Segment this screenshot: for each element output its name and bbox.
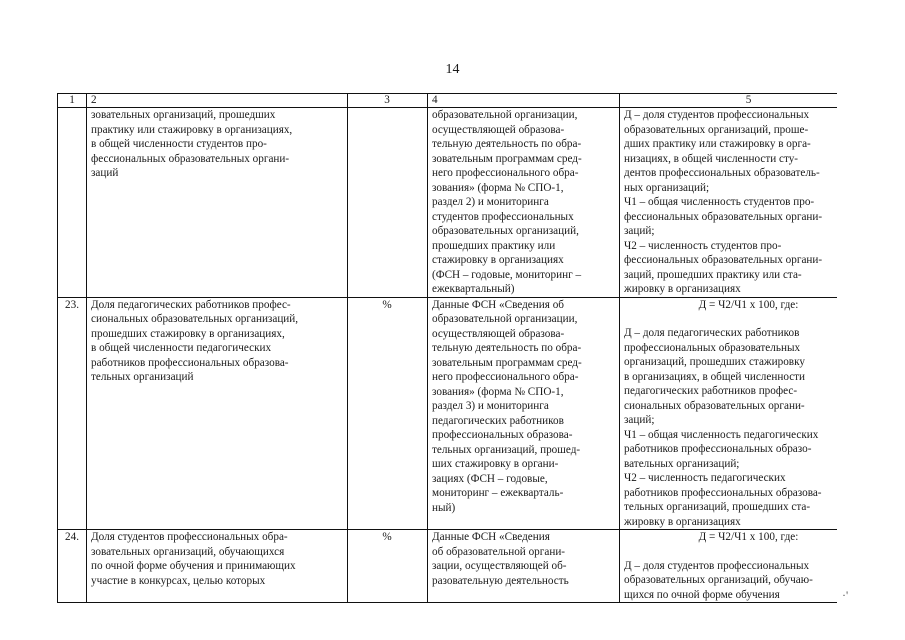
table-viewport <box>57 93 837 640</box>
unit: % <box>348 530 428 603</box>
column-header: 2 <box>87 94 348 108</box>
table-row <box>58 108 838 298</box>
column-number-row <box>58 94 838 108</box>
row-number: 24. <box>58 530 87 603</box>
table-row <box>58 297 838 530</box>
data-source: образовательной организации, осуществляющей образова- тельную деятельность по обра- зовательным программам сред- него профессионального обра- зования» (форма № СПО-1, раздел 2) и мониторинга студентов профессиональных образовательных организаций, прошедших практику или стажировку в организациях (ФСН – годовые, мониторинг – ежеквартальный) <box>428 108 620 298</box>
row-number: 23. <box>58 297 87 530</box>
unit: % <box>348 297 428 530</box>
formula: Д = Ч2/Ч1 х 100, где: <box>698 298 799 311</box>
data-source: Данные ФСН «Сведения об образовательной органи- зации, осуществляющей об- разовательную деятельность <box>428 530 620 603</box>
indicator-name: Доля студентов профессиональных обра- зовательных организаций, обучающихся по очной форме обучения и принимающих участие в конкурсах, целью которых <box>87 530 348 603</box>
data-source: Данные ФСН «Сведения об образовательной организации, осуществляющей образова- тельную деятельность по обра- зовательным программам сред- него профессионального обра- зования» (форма № СПО-1, раздел 3) и мониторинга педагогических работников профессиональных образова- тельных организаций, прошед- ших стажировку в органи- зациях (ФСН – годовые, мониторинг – ежекварталь- ный) <box>428 297 620 530</box>
table-row <box>58 530 838 603</box>
column-header: 5 <box>620 94 838 108</box>
column-header: 4 <box>428 94 620 108</box>
margin-mark: ·' <box>842 588 849 602</box>
indicators-table <box>57 93 837 603</box>
formula: Д = Ч2/Ч1 х 100, где: <box>698 531 799 543</box>
calculation-method <box>620 297 838 530</box>
calculation-method <box>620 530 838 603</box>
page-number: 14 <box>445 62 460 77</box>
method-text: Д – доля студентов профессиональных образовательных организаций, обучаю- щихся по очной форме обучения <box>624 559 813 601</box>
calculation-method <box>620 108 838 298</box>
indicator-name: Доля педагогических работников профес- сиональных образовательных организаций, прошедших стажировку в организациях, в общей численности педагогических работников профессиональных образова- тельных организаций <box>87 297 348 530</box>
column-header: 1 <box>58 94 87 108</box>
unit <box>348 108 428 298</box>
row-number <box>58 108 87 298</box>
column-header: 3 <box>348 94 428 108</box>
method-text: Д – доля студентов профессиональных образовательных организаций, проше- дших практику или стажировку в орга- низациях, в общей численности сту- дентов профессиональных образователь- ных организаций; Ч1 – общая численность студентов про- фессиональных образовательных органи- заций; Ч2 – численность студентов про- фессиональных образовательных органи- заций, прошедших практику или ста- жировку в организациях <box>624 109 823 295</box>
indicator-name: зовательных организаций, прошедших практику или стажировку в организациях, в общей численности студентов про- фессиональных образовательных органи- заций <box>87 108 348 298</box>
method-text: Д – доля педагогических работников профессиональных образовательных организаций, прошедших стажировку в организациях, в общей численности педагогических работников профес- сиональных образовательных органи- заций; Ч1 – общая численность педагогических работников профессиональных образо- вательных организаций; Ч2 – численность педагогических работников профессиональных образова- тельных организаций, прошедших ста- жировку в организациях <box>624 327 822 528</box>
